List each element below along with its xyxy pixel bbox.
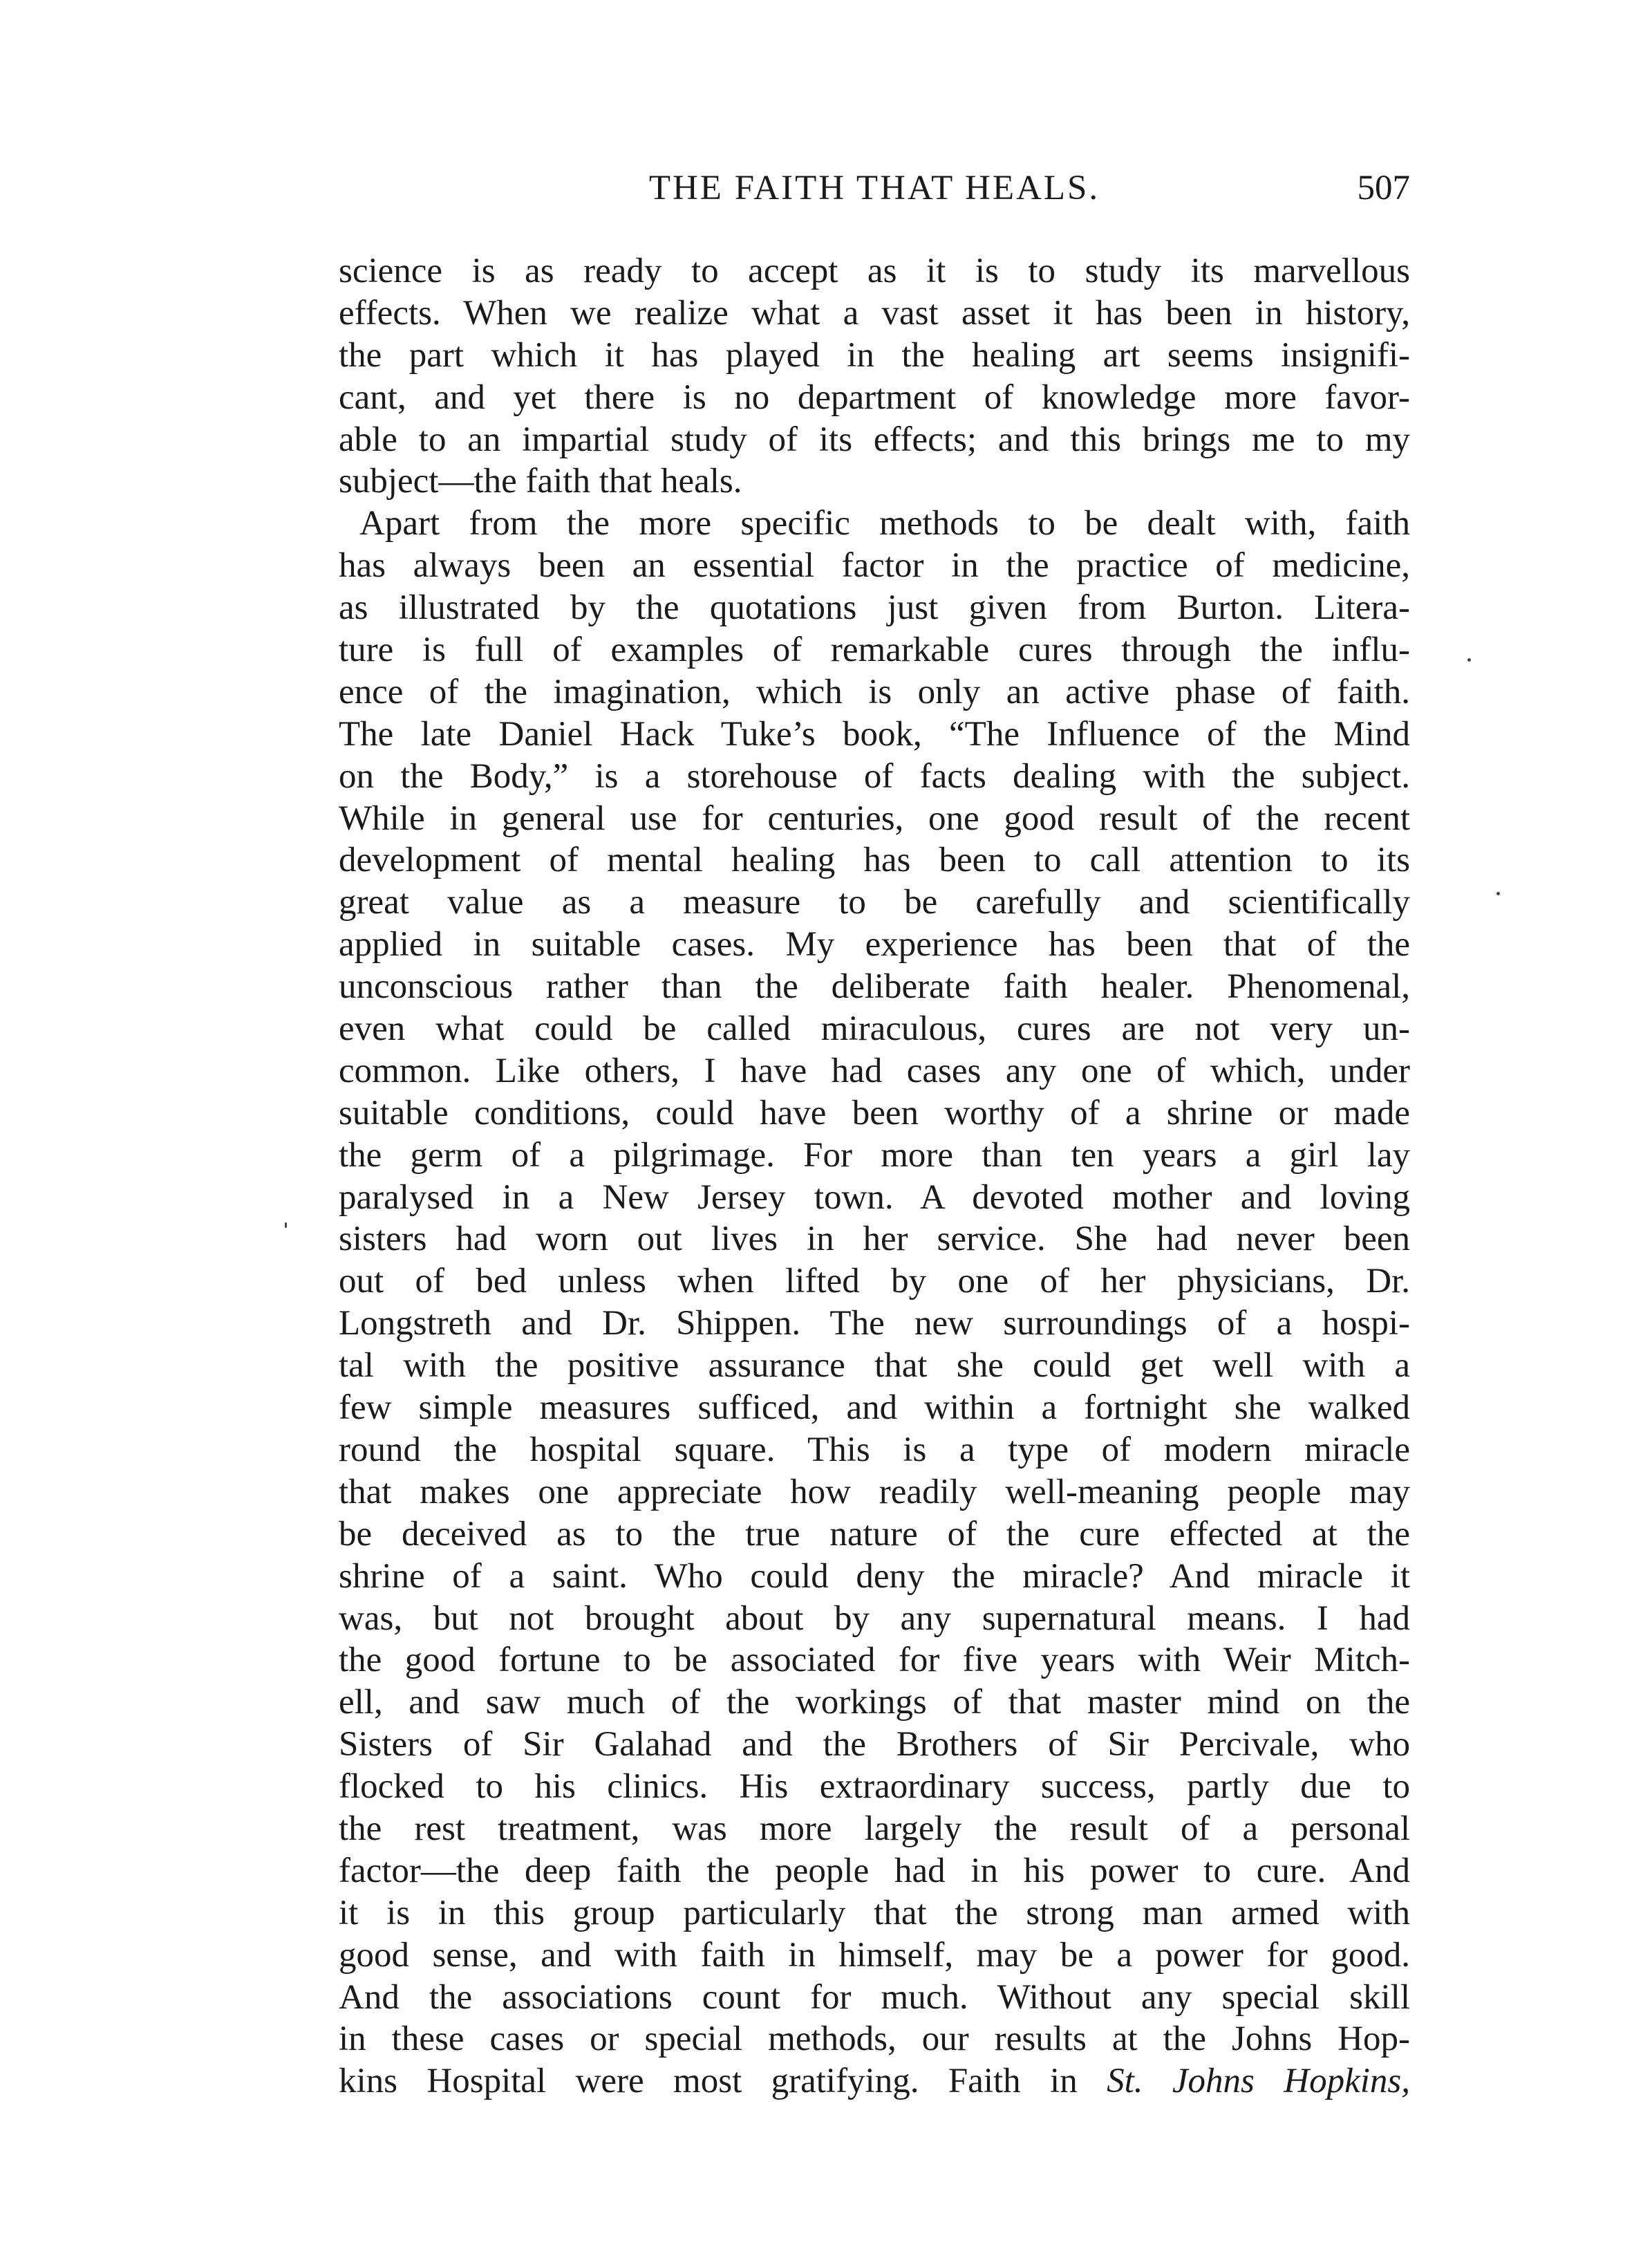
text-line: suitable conditions, could have been worthy of a shrine or made: [339, 1093, 1410, 1132]
text-line: While in general use for centuries, one good result of the recent: [339, 799, 1410, 838]
text-line: ell, and saw much of the workings of that master mind on the: [339, 1683, 1410, 1722]
scan-speck: [1467, 658, 1471, 662]
scan-speck: [1496, 892, 1500, 895]
text-line: as illustrated by the quotations just given from Burton. Litera-: [339, 588, 1410, 628]
text-line: Longstreth and Dr. Shippen. The new surroundings of a hospi-: [339, 1304, 1410, 1343]
text-line: ture is full of examples of remarkable cures through the influ-: [339, 631, 1410, 670]
text-line: Sisters of Sir Galahad and the Brothers of Sir Percivale, who: [339, 1725, 1410, 1764]
text-line: round the hospital square. This is a type of modern miracle: [339, 1430, 1410, 1469]
text-line: ence of the imagination, which is only an active phase of faith.: [339, 672, 1410, 711]
text-line: subject—the faith that heals.: [339, 462, 742, 501]
scan-speck: [285, 1222, 287, 1228]
italic-text: St. Johns Hopkins,: [1107, 2062, 1410, 2101]
text-line: even what could be called miraculous, cures are not very un-: [339, 1009, 1410, 1049]
text-line: was, but not brought about by any supernatural means. I had: [339, 1598, 1410, 1638]
text-line: applied in suitable cases. My experience has been that of the: [339, 925, 1410, 964]
text-line: the germ of a pilgrimage. For more than ten years a girl lay: [339, 1135, 1410, 1175]
text-line: [339, 2060, 1410, 2103]
running-head: [339, 160, 1410, 216]
text-line: flocked to his clinics. His extraordinary success, partly due to: [339, 1767, 1410, 1807]
text-line: Apart from the more specific methods to be dealt with, faith: [359, 504, 1410, 543]
text-line: great value as a measure to be carefully and scientifically: [339, 883, 1410, 922]
text-line: paralysed in a New Jersey town. A devoted mother and loving: [339, 1177, 1410, 1217]
text-line: few simple measures sufficed, and within a fortnight she walked: [339, 1388, 1410, 1428]
text-line: the good fortune to be associated for five years with Weir Mitch-: [339, 1641, 1410, 1680]
text-line: sisters had worn out lives in her service. She had never been: [339, 1220, 1410, 1259]
text-line: cant, and yet there is no department of knowledge more favor-: [339, 377, 1410, 417]
text-line: the rest treatment, was more largely the result of a personal: [339, 1809, 1410, 1848]
text-line: be deceived as to the true nature of the cure effected at the: [339, 1514, 1410, 1554]
text-line: the part which it has played in the healing art seems insignifi-: [339, 335, 1410, 375]
text-line: common. Like others, I have had cases any one of which, under: [339, 1051, 1410, 1090]
text-line: unconscious rather than the deliberate faith healer. Phenomenal,: [339, 967, 1410, 1007]
text-line: shrine of a saint. Who could deny the miracle? And miracle it: [339, 1556, 1410, 1596]
text-line: And the associations count for much. Without any special skill: [339, 1977, 1410, 2017]
text-line: tal with the positive assurance that she could get well with a: [339, 1346, 1410, 1386]
text-line: effects. When we realize what a vast asset it has been in history,: [339, 293, 1410, 333]
text-line: has always been an essential factor in the practice of medicine,: [339, 546, 1410, 586]
text-line: it is in this group particularly that the strong man armed with: [339, 1893, 1410, 1932]
text-line: able to an impartial study of its effects; and this brings me to my: [339, 420, 1410, 459]
text-line: in these cases or special methods, our results at the Johns Hop-: [339, 2020, 1410, 2059]
text-line: development of mental healing has been to call attention to its: [339, 841, 1410, 880]
text-line: out of bed unless when lifted by one of her physicians, Dr.: [339, 1262, 1410, 1301]
text-line: good sense, and with faith in himself, may be a power for good.: [339, 1935, 1410, 1975]
text-line: that makes one appreciate how readily well-meaning people may: [339, 1472, 1410, 1511]
page-number: 507: [1357, 169, 1410, 207]
body-text: [339, 250, 1410, 2103]
running-title: THE FAITH THAT HEALS.: [648, 169, 1100, 207]
text-line: science is as ready to accept as it is to study its marvellous: [339, 252, 1410, 290]
text-line: factor—the deep faith the people had in his power to cure. And: [339, 1851, 1410, 1890]
text-span: kins Hospital were most gratifying. Faith in: [339, 2062, 1078, 2101]
text-line: The late Daniel Hack Tuke’s book, “The Influence of the Mind: [339, 714, 1410, 754]
text-line: on the Body,” is a storehouse of facts dealing with the subject.: [339, 756, 1410, 796]
